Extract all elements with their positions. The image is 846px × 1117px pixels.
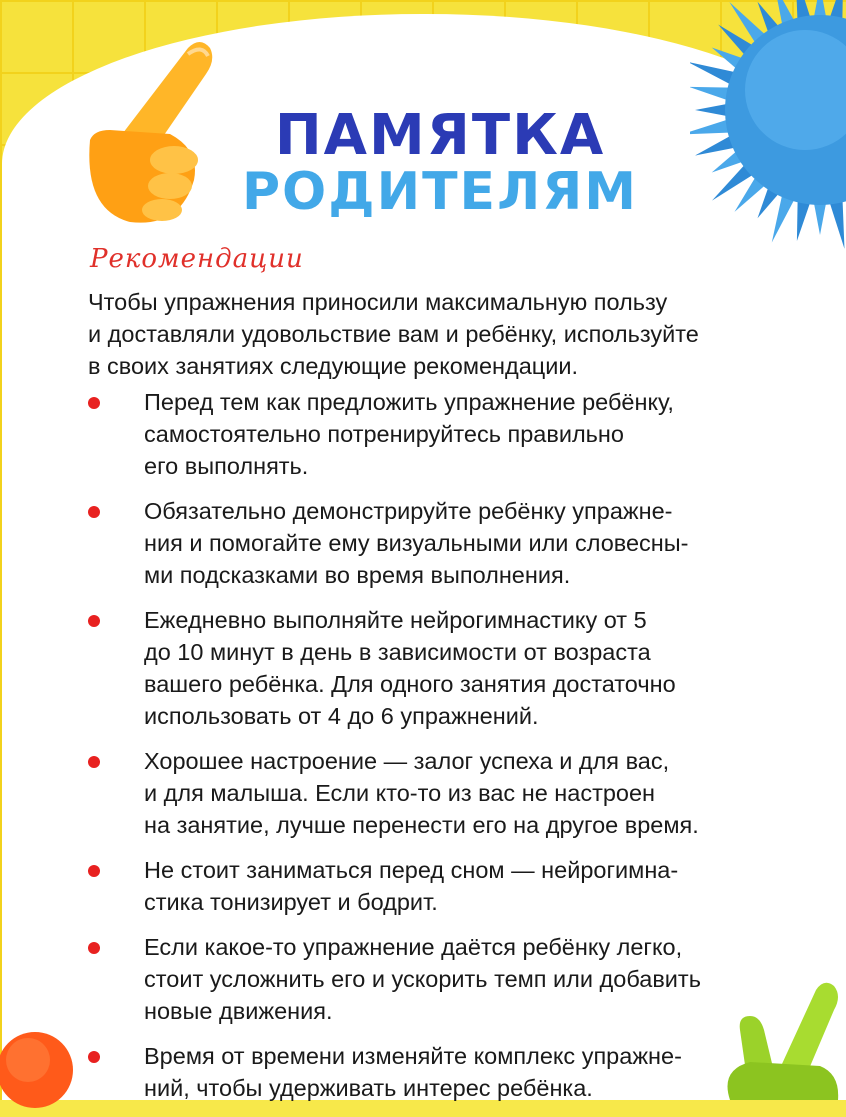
item-line: Обязательно демонстрируйте ребёнку упражне-	[144, 498, 673, 524]
item-line: стоит усложнить его и ускорить темп или добавить	[144, 966, 701, 992]
item-line: до 10 минут в день в зависимости от возраста	[144, 639, 651, 665]
list-item	[88, 386, 768, 482]
item-line: Перед тем как предложить упражнение ребёнку,	[144, 389, 674, 415]
list-item	[88, 931, 768, 1027]
bullet-dot-icon	[88, 506, 100, 518]
item-line: использовать от 4 до 6 упражнений.	[144, 703, 539, 729]
intro-line: и доставляли удовольствие вам и ребёнку, используйте	[88, 321, 699, 347]
bullet-dot-icon	[88, 615, 100, 627]
bullet-dot-icon	[88, 865, 100, 877]
item-line: Хорошее настроение — залог успеха и для вас,	[144, 748, 670, 774]
list-item	[88, 745, 768, 841]
bullet-dot-icon	[88, 756, 100, 768]
list-item	[88, 495, 768, 591]
section-heading: Рекомендации	[90, 244, 304, 274]
item-line: Время от времени изменяйте комплекс упражне-	[144, 1043, 682, 1069]
pointing-hand-icon	[70, 30, 220, 230]
item-line: Если какое-то упражнение даётся ребёнку легко,	[144, 934, 683, 960]
bullet-dot-icon	[88, 397, 100, 409]
list-item	[88, 604, 768, 732]
intro-line: Чтобы упражнения приносили максимальную пользу	[88, 289, 668, 315]
list-item	[88, 854, 768, 918]
recommendation-list	[88, 386, 768, 1117]
spiky-ball-icon	[690, 0, 846, 320]
item-line: ний, чтобы удерживать интерес ребёнка.	[144, 1075, 593, 1101]
item-line: Ежедневно выполняйте нейрогимнастику от 5	[144, 607, 647, 633]
item-line: самостоятельно потренируйтесь правильно	[144, 421, 624, 447]
intro-line: в своих занятиях следующие рекомендации.	[88, 353, 579, 379]
list-item	[88, 1040, 768, 1104]
page-title-line2: РОДИТЕЛЯМ	[241, 162, 639, 222]
page-title-line1: ПАМЯТКА	[274, 103, 606, 168]
bullet-dot-icon	[88, 942, 100, 954]
intro-paragraph	[88, 286, 768, 382]
item-line: вашего ребёнка. Для одного занятия достаточно	[144, 671, 676, 697]
item-line: новые движения.	[144, 998, 333, 1024]
item-line: ния и помогайте ему визуальными или словесны-	[144, 530, 689, 556]
item-line: на занятие, лучше перенести его на другое время.	[144, 812, 699, 838]
orange-ball-icon	[0, 1020, 80, 1110]
item-line: стика тонизирует и бодрит.	[144, 889, 438, 915]
item-line: ми подсказками во время выполнения.	[144, 562, 571, 588]
item-line: Не стоит заниматься перед сном — нейрогимна-	[144, 857, 679, 883]
item-line: и для малыша. Если кто-то из вас не настроен	[144, 780, 656, 806]
bullet-dot-icon	[88, 1051, 100, 1063]
item-line: его выполнять.	[144, 453, 309, 479]
